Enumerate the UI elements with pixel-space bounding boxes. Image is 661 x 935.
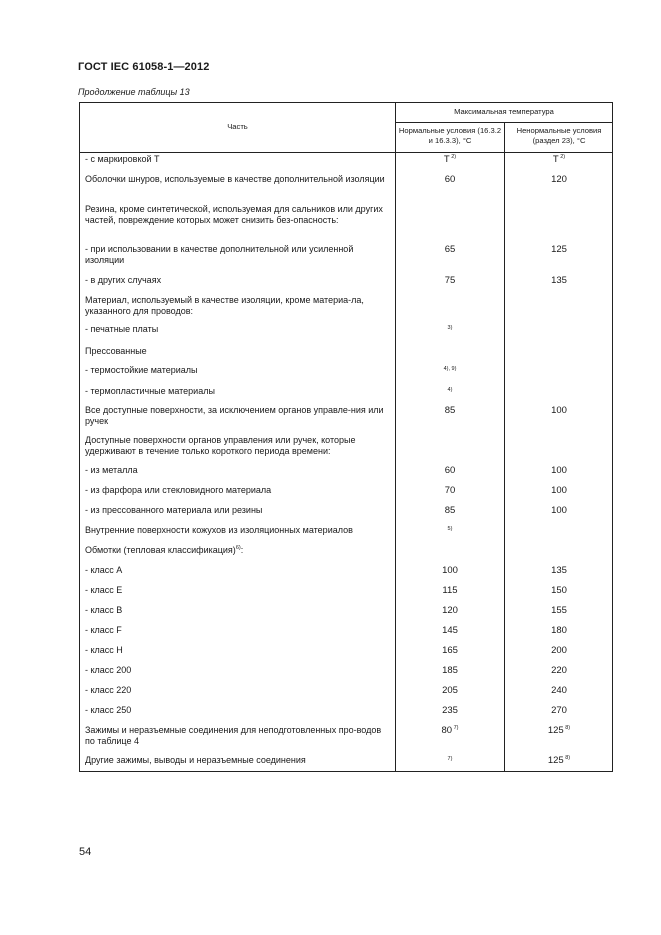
row-normal-value [396, 645, 504, 656]
header-divider [395, 122, 612, 123]
row-normal-value-footnote: 2) [449, 153, 457, 160]
row-part-text: Материал, используемый в качестве изоляции, кроме материа-ла, указанного для проводов: [85, 295, 364, 316]
row-normal-value [396, 665, 504, 676]
row-part-footnote: 6) [235, 545, 241, 551]
row-part-text: - с маркировкой Т [85, 154, 160, 164]
row-normal-value [396, 174, 504, 185]
row-abnormal-value-text: 200 [551, 645, 567, 656]
row-abnormal-value-footnote: 2) [558, 153, 566, 160]
row-abnormal-value-text: 125 [547, 755, 564, 766]
row-part-text: - класс 220 [85, 685, 132, 695]
row-abnormal-value [506, 725, 612, 736]
row-abnormal-value [506, 705, 612, 716]
row-part [85, 685, 392, 696]
row-normal-value [396, 383, 504, 396]
column-divider [504, 122, 505, 771]
row-abnormal-value [506, 645, 612, 656]
row-normal-value-text: 165 [442, 645, 458, 656]
row-abnormal-value-text: 135 [551, 565, 567, 576]
header-max-temp: Максимальная температура [454, 107, 554, 116]
row-abnormal-value-text: 150 [551, 585, 567, 596]
row-abnormal-value-text: 180 [551, 625, 567, 636]
row-part-text: - класс F [85, 625, 122, 635]
row-normal-value-text: 100 [442, 565, 458, 576]
row-part [85, 505, 392, 516]
row-part-text: Резина, кроме синтетической, используемая для сальников или других частей, повреждение которых может снизить без-опасность: [85, 204, 383, 225]
temperature-table [79, 102, 613, 772]
row-abnormal-value [506, 755, 612, 766]
row-part [85, 405, 392, 427]
row-normal-value [396, 485, 504, 496]
row-abnormal-value [506, 244, 612, 255]
row-normal-value [396, 585, 504, 596]
row-normal-value-text: 145 [442, 625, 458, 636]
row-part-tail: : [240, 545, 244, 555]
row-normal-value [396, 321, 504, 334]
row-part-text: Все доступные поверхности, за исключением органов управле-ния или ручек [85, 405, 384, 426]
row-normal-value-text: 60 [444, 465, 456, 476]
row-part-text: - из прессованного материала или резины [85, 505, 263, 515]
row-abnormal-value-text: 100 [551, 485, 567, 496]
row-part [85, 365, 392, 376]
row-part [85, 465, 392, 476]
row-normal-value-text: 115 [442, 585, 458, 596]
header-abnormal-conditions: Ненормальные условия (раздел 23), °С [516, 126, 602, 145]
row-abnormal-value-text: 125 [551, 244, 567, 255]
row-part-text: - термостойкие материалы [85, 365, 198, 375]
row-abnormal-value-text: 240 [551, 685, 567, 696]
row-part-text: - из фарфора или стекловидного материала [85, 485, 272, 495]
row-part [85, 324, 392, 335]
row-normal-value-footnote: 4), 9) [443, 366, 457, 372]
row-part [85, 244, 392, 266]
row-normal-value-text: T [443, 154, 450, 165]
row-part [85, 386, 392, 397]
row-abnormal-value [506, 585, 612, 596]
row-normal-value [396, 725, 504, 736]
row-part-text: - класс Е [85, 585, 123, 595]
row-normal-value-footnote: 4) [447, 387, 453, 393]
row-normal-value [396, 505, 504, 516]
row-normal-value [396, 244, 504, 255]
row-abnormal-value-footnote: 8) [563, 754, 571, 761]
row-part-text: Зажимы и неразъемные соединения для неподготовленных про-водов по таблице 4 [85, 725, 382, 746]
row-part [85, 725, 392, 747]
row-normal-value-text: 65 [444, 244, 456, 255]
row-abnormal-value-text: 120 [551, 174, 567, 185]
row-part-text: Оболочки шнуров, используемые в качестве дополнительной изоляции [85, 174, 385, 184]
row-part [85, 295, 392, 317]
row-abnormal-value-text: 100 [551, 405, 567, 416]
row-abnormal-value-text: 100 [551, 505, 567, 516]
row-part-text: - класс 200 [85, 665, 132, 675]
row-abnormal-value-text: 270 [551, 705, 567, 716]
row-abnormal-value [506, 665, 612, 676]
row-normal-value [396, 465, 504, 476]
row-part [85, 435, 392, 457]
row-normal-value [396, 565, 504, 576]
row-normal-value [396, 405, 504, 416]
document-code: ГОСТ IEC 61058-1—2012 [78, 61, 210, 73]
row-abnormal-value [506, 625, 612, 636]
row-part [85, 645, 392, 656]
row-normal-value [396, 605, 504, 616]
row-part-text: - класс 250 [85, 705, 132, 715]
row-normal-value-text: 205 [442, 685, 458, 696]
row-part-text: Обмотки (тепловая классификация) [85, 545, 236, 555]
row-part-text: - термопластичные материалы [85, 386, 215, 396]
row-normal-value [396, 705, 504, 716]
row-normal-value [396, 275, 504, 286]
row-part [85, 275, 392, 286]
row-normal-value-text: 60 [444, 174, 456, 185]
row-normal-value-text: 85 [444, 505, 456, 516]
row-part-text: - класс В [85, 605, 123, 615]
row-part [85, 665, 392, 676]
row-part [85, 204, 392, 226]
row-part-text: Прессованные [85, 346, 147, 356]
row-part-text: - в других случаях [85, 275, 162, 285]
row-normal-value-footnote: 5) [447, 526, 453, 532]
row-part [85, 585, 392, 596]
row-abnormal-value [506, 685, 612, 696]
row-normal-value [396, 625, 504, 636]
row-part-text: - из металла [85, 465, 138, 475]
row-part [85, 174, 392, 185]
row-abnormal-value-footnote: 8) [563, 724, 571, 731]
row-abnormal-value [506, 605, 612, 616]
row-part [85, 755, 392, 766]
row-normal-value [396, 522, 504, 535]
row-abnormal-value [506, 275, 612, 286]
row-part-text: - класс А [85, 565, 123, 575]
row-part [85, 525, 392, 536]
row-abnormal-value [506, 485, 612, 496]
row-abnormal-value [506, 505, 612, 516]
row-abnormal-value [506, 465, 612, 476]
row-normal-value-footnote: 3) [447, 325, 453, 331]
row-part-text: Другие зажимы, выводы и неразъемные соединения [85, 755, 306, 765]
row-normal-value [396, 752, 504, 765]
row-normal-value-footnote: 7) [447, 756, 453, 762]
row-normal-value-text: 85 [444, 405, 456, 416]
row-part [85, 545, 392, 556]
row-part [85, 625, 392, 636]
page-number: 54 [79, 846, 92, 858]
row-part-text: Доступные поверхности органов управления или ручек, которые удерживают в течение только короткого периода времени: [85, 435, 356, 456]
row-part [85, 565, 392, 576]
row-abnormal-value-text: 135 [551, 275, 567, 286]
row-abnormal-value-text: T [552, 154, 559, 165]
header-bottom-border [80, 152, 612, 153]
row-normal-value [396, 362, 504, 375]
header-part: Часть [227, 122, 248, 131]
row-normal-value [396, 154, 504, 165]
row-part [85, 605, 392, 616]
row-normal-value [396, 685, 504, 696]
row-part [85, 705, 392, 716]
row-abnormal-value [506, 565, 612, 576]
row-abnormal-value-text: 100 [551, 465, 567, 476]
row-normal-value-text: 80 [441, 725, 453, 736]
row-part-text: - класс Н [85, 645, 123, 655]
row-part [85, 485, 392, 496]
row-normal-value-text: 235 [442, 705, 458, 716]
row-part-text: - печатные платы [85, 324, 159, 334]
table-caption: Продолжение таблицы 13 [78, 87, 190, 97]
row-abnormal-value [506, 154, 612, 165]
row-part [85, 346, 392, 357]
row-normal-value-text: 185 [442, 665, 458, 676]
row-abnormal-value-text: 125 [547, 725, 564, 736]
row-part-text: Внутренние поверхности кожухов из изоляционных материалов [85, 525, 353, 535]
row-part-text: - при использовании в качестве дополнительной или усиленной изоляции [85, 244, 354, 265]
row-abnormal-value [506, 174, 612, 185]
row-normal-value-footnote: 7) [452, 724, 459, 731]
row-normal-value-text: 75 [444, 275, 456, 286]
row-part [85, 154, 392, 165]
row-normal-value-text: 120 [442, 605, 458, 616]
row-abnormal-value-text: 155 [551, 605, 567, 616]
row-abnormal-value-text: 220 [551, 665, 567, 676]
header-normal-conditions: Нормальные условия (16.3.2 и 16.3.3), °С [398, 126, 502, 145]
row-abnormal-value [506, 405, 612, 416]
row-normal-value-text: 70 [444, 485, 456, 496]
